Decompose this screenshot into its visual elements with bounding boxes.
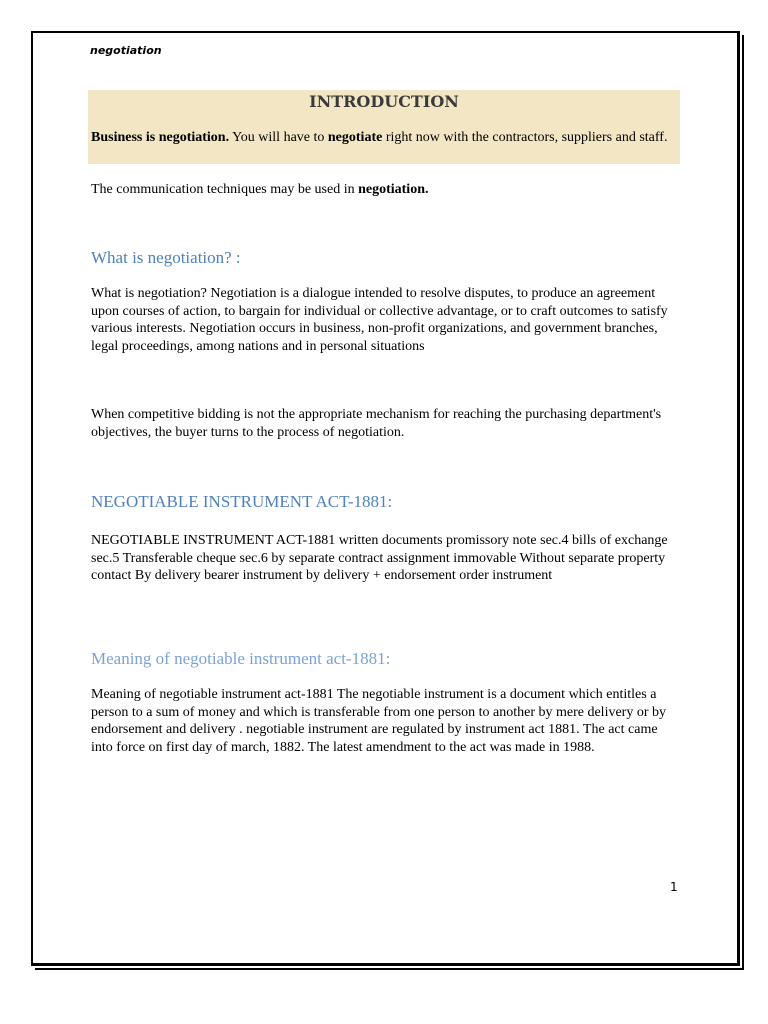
definition-paragraph: What is negotiation? Negotiation is a dialogue intended to resolve disputes, to produce an agreement upon courses of action, to bargain for individual or collective advantage, or to craft outcomes to satisfy various interests. Negotiation occurs in business, non-profit organizations, and government branches, legal proceedings, among nations and in personal situations [91, 286, 668, 354]
intro-mid-text: You will have to [229, 130, 328, 145]
running-header: negotiation [90, 44, 162, 57]
introduction-box [88, 90, 680, 164]
intro-bold-word: negotiate [327, 130, 383, 145]
heading-meaning-of-act: Meaning of negotiable instrument act-1881: [91, 649, 391, 668]
intro-end-text: right now with the contractors, suppliers and staff. [382, 130, 668, 145]
intro-bold-phrase: Business is negotiation. [91, 130, 230, 145]
communication-bold: negotiation. [358, 182, 429, 197]
meaning-paragraph: Meaning of negotiable instrument act-1881 The negotiable instrument is a document which entitles a person to a sum of money and which is transferable from one person to another by mere delivery or by endorsement and delivery . negotiable instrument are regulated by instrument act 1881. The act came into force on first day of march, 1882. The latest amendment to the act was made in 1988. [91, 687, 666, 755]
introduction-title: INTRODUCTION [309, 92, 459, 111]
competitive-bidding-paragraph: When competitive bidding is not the appropriate mechanism for reaching the purchasing department's objectives, the buyer turns to the process of negotiation. [91, 407, 662, 440]
introduction-text [91, 129, 677, 146]
communication-text: The communication techniques may be used in [91, 182, 359, 197]
instrument-act-paragraph: NEGOTIABLE INSTRUMENT ACT-1881 written documents promissory note sec.4 bills of exchange sec.5 Transferable cheque sec.6 by separate contract assignment immovable Without separate property contact By delivery bearer instrument by delivery + endorsement order instrument [91, 533, 668, 583]
communication-paragraph [91, 181, 681, 199]
heading-what-is-negotiation: What is negotiation? : [91, 248, 241, 267]
heading-negotiable-instrument-act: NEGOTIABLE INSTRUMENT ACT-1881: [91, 492, 393, 511]
page-number: 1 [670, 880, 678, 894]
